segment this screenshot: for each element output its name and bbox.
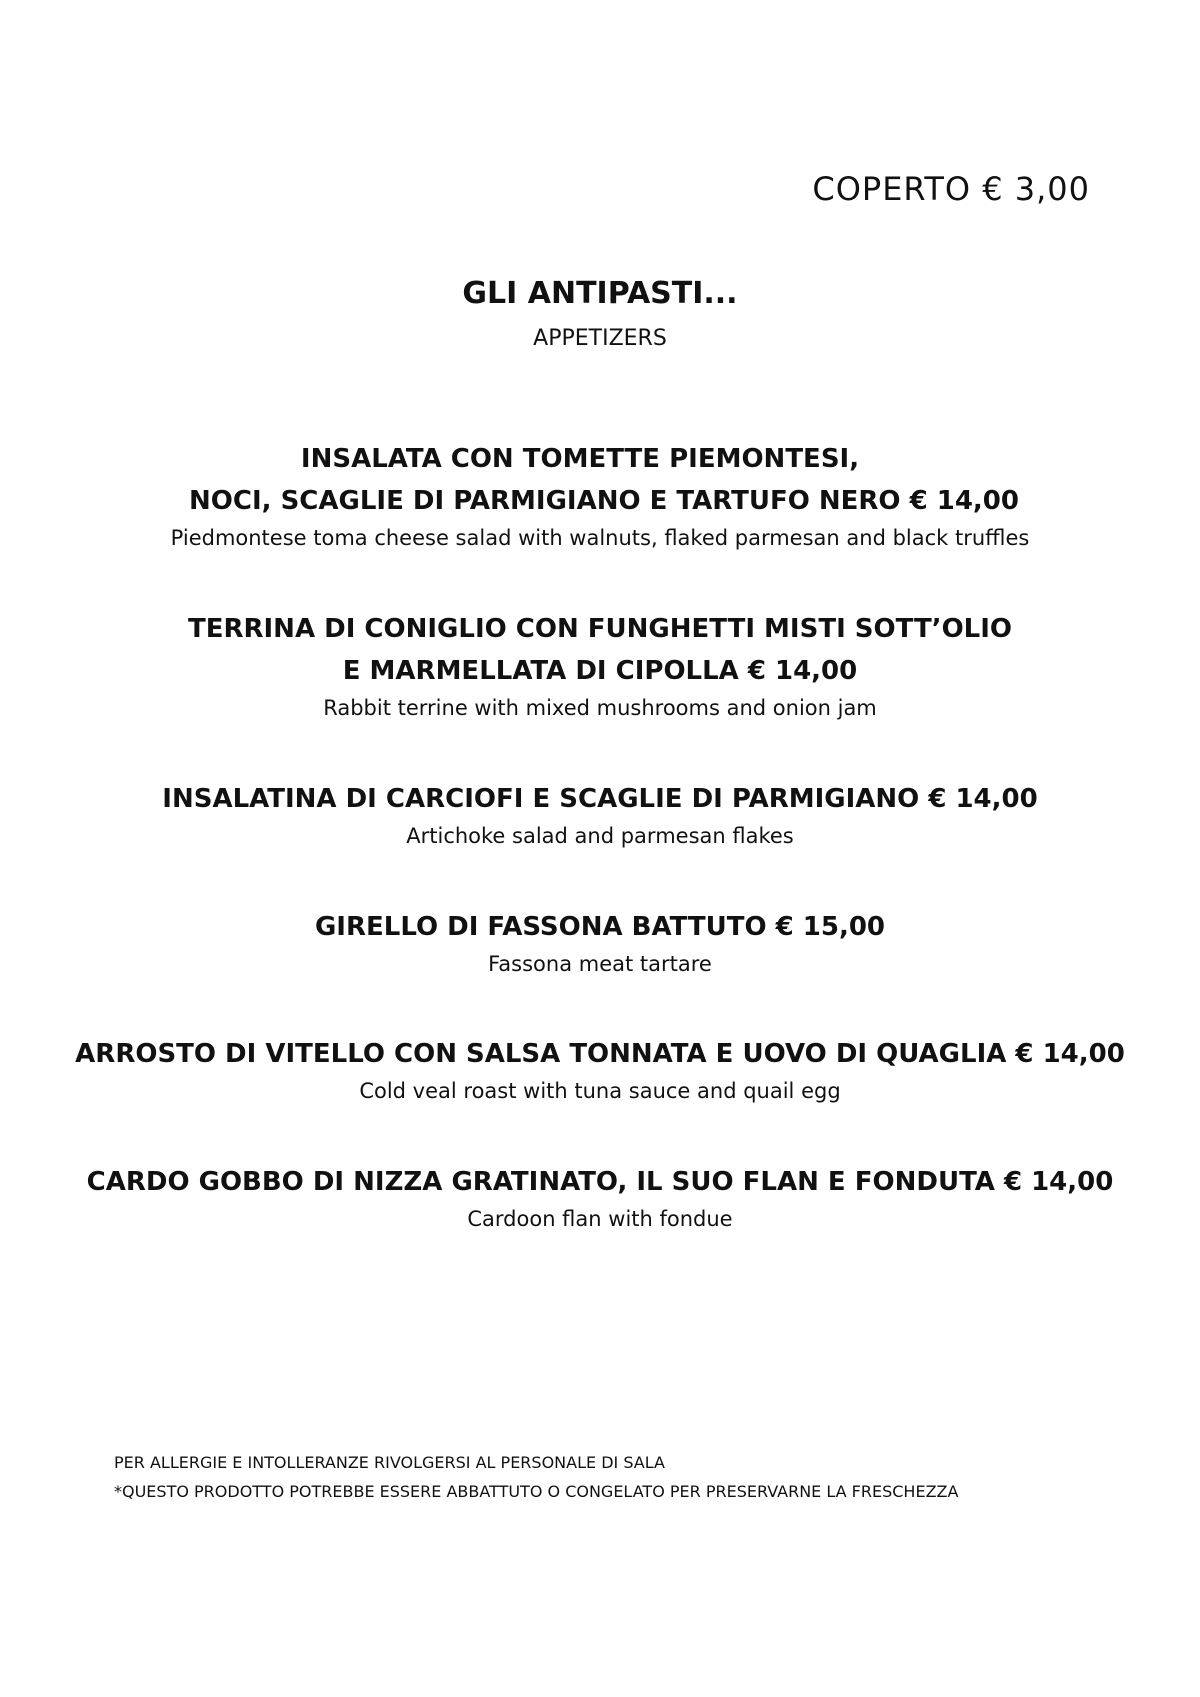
- section-subtitle: APPETIZERS: [533, 326, 667, 351]
- dish-description: Cold veal roast with tuna sauce and quail egg: [359, 1079, 841, 1103]
- dish-description: Piedmontese toma cheese salad with walnuts, flaked parmesan and black truffles: [170, 526, 1030, 550]
- dish-name-line: INSALATINA DI CARCIOFI E SCAGLIE DI PARMIGIANO € 14,00: [162, 784, 1038, 814]
- dish-description: Artichoke salad and parmesan flakes: [406, 824, 794, 848]
- allergy-note: PER ALLERGIE E INTOLLERANZE RIVOLGERSI AL PERSONALE DI SALA: [114, 1453, 665, 1472]
- dish-item: [0, 438, 1200, 554]
- dish-item: [0, 608, 1200, 724]
- dish-name-line: TERRINA DI CONIGLIO CON FUNGHETTI MISTI SOTT’OLIO: [187, 614, 1013, 644]
- dish-item: [0, 1033, 1200, 1107]
- dish-name-line: E MARMELLATA DI CIPOLLA € 14,00: [342, 656, 858, 686]
- dish-name-line: CARDO GOBBO DI NIZZA GRATINATO, IL SUO FLAN E FONDUTA € 14,00: [86, 1167, 1114, 1197]
- footer-notes: [114, 1448, 958, 1506]
- dish-description: Fassona meat tartare: [488, 952, 712, 976]
- dish-item: [0, 1161, 1200, 1235]
- dish-name-line: NOCI, SCAGLIE DI PARMIGIANO E TARTUFO NERO € 14,00: [189, 486, 1019, 516]
- dish-description: Cardoon flan with fondue: [467, 1207, 733, 1231]
- section-title: GLI ANTIPASTI...: [462, 276, 738, 311]
- frozen-product-note: *QUESTO PRODOTTO POTREBBE ESSERE ABBATTUTO O CONGELATO PER PRESERVARNE LA FRESCHEZZA: [114, 1482, 959, 1501]
- dish-item: [0, 906, 1200, 980]
- dish-name-line: INSALATA CON TOMETTE PIEMONTESI,: [300, 444, 860, 474]
- dish-name-line: ARROSTO DI VITELLO CON SALSA TONNATA E UOVO DI QUAGLIA € 14,00: [75, 1039, 1125, 1069]
- cover-charge: COPERTO € 3,00: [812, 170, 1090, 208]
- dish-name-line: GIRELLO DI FASSONA BATTUTO € 15,00: [314, 912, 886, 942]
- dish-description: Rabbit terrine with mixed mushrooms and onion jam: [323, 696, 877, 720]
- dish-item: [0, 778, 1200, 852]
